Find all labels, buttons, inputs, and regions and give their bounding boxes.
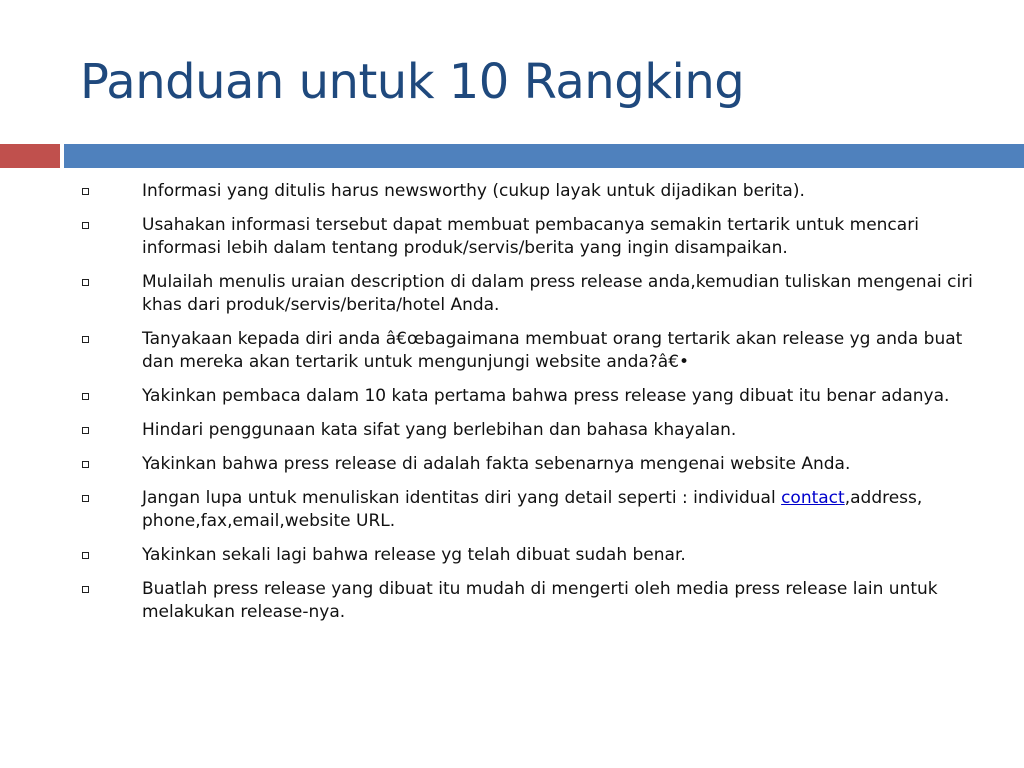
square-bullet-icon bbox=[82, 393, 89, 400]
bullet-text: Usahakan informasi tersebut dapat membuat pembacanya semakin tertarik untuk mencari informasi lebih dalam tentang produk/servis/berita yang ingin disampaikan. bbox=[142, 215, 919, 258]
contact-link[interactable]: contact bbox=[781, 488, 845, 508]
square-bullet-icon bbox=[82, 336, 89, 343]
bullet-item bbox=[80, 328, 980, 374]
slide-title: Panduan untuk 10 Rangking bbox=[80, 54, 745, 110]
bullet-item bbox=[80, 487, 980, 533]
bullet-text: Hindari penggunaan kata sifat yang berlebihan dan bahasa khayalan. bbox=[142, 420, 737, 440]
divider-red-segment bbox=[0, 144, 60, 168]
square-bullet-icon bbox=[82, 495, 89, 502]
bullet-text: Tanyakaan kepada diri anda â€œbagaimana membuat orang tertarik akan release yg anda buat dan mereka akan tertarik untuk mengunjungi website anda?â€• bbox=[142, 329, 963, 372]
square-bullet-icon bbox=[82, 222, 89, 229]
square-bullet-icon bbox=[82, 552, 89, 559]
bullet-item bbox=[80, 578, 980, 624]
bullet-item bbox=[80, 544, 980, 567]
bullet-text: Buatlah press release yang dibuat itu mudah di mengerti oleh media press release lain untuk melakukan release-nya. bbox=[142, 579, 938, 622]
bullet-item bbox=[80, 385, 980, 408]
bullet-item bbox=[80, 180, 980, 203]
square-bullet-icon bbox=[82, 427, 89, 434]
bullet-item bbox=[80, 453, 980, 476]
square-bullet-icon bbox=[82, 586, 89, 593]
bullet-text bbox=[142, 488, 922, 531]
square-bullet-icon bbox=[82, 279, 89, 286]
bullet-item bbox=[80, 271, 980, 317]
bullet-text: Informasi yang ditulis harus newsworthy (cukup layak untuk dijadikan berita). bbox=[142, 181, 805, 201]
bullet-item bbox=[80, 419, 980, 442]
bullet-item bbox=[80, 214, 980, 260]
slide-content bbox=[80, 180, 980, 635]
bullet-text: Mulailah menulis uraian description di dalam press release anda,kemudian tuliskan mengenai ciri khas dari produk/servis/berita/hotel Anda. bbox=[142, 272, 973, 315]
bullet-list bbox=[80, 180, 980, 624]
square-bullet-icon bbox=[82, 461, 89, 468]
bullet-text: Yakinkan pembaca dalam 10 kata pertama bahwa press release yang dibuat itu benar adanya. bbox=[142, 386, 950, 406]
divider-blue-segment bbox=[64, 144, 1024, 168]
bullet-text: Yakinkan bahwa press release di adalah fakta sebenarnya mengenai website Anda. bbox=[142, 454, 851, 474]
square-bullet-icon bbox=[82, 188, 89, 195]
bullet-text: Yakinkan sekali lagi bahwa release yg telah dibuat sudah benar. bbox=[142, 545, 686, 565]
bullet-text-after-link: ,address, phone,fax,email,website URL. bbox=[142, 488, 923, 531]
title-divider bbox=[0, 144, 1024, 168]
bullet-text-before-link: Jangan lupa untuk menuliskan identitas diri yang detail seperti : individual bbox=[142, 488, 782, 508]
